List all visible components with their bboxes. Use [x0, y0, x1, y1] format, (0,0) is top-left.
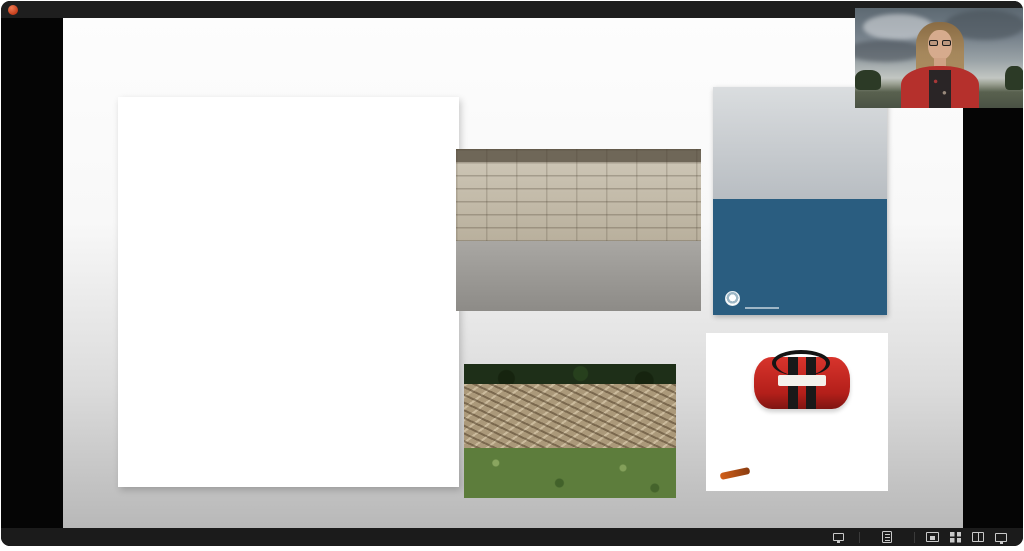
person-shirt	[929, 70, 951, 108]
cloud	[855, 40, 925, 62]
display-settings-icon	[833, 533, 844, 541]
dhs-seal-icon	[725, 291, 740, 306]
bag-label	[778, 375, 826, 386]
pen-tool-button[interactable]	[882, 531, 892, 543]
cpr-training-photo	[456, 149, 701, 311]
display-settings-button[interactable]	[833, 533, 848, 541]
fema-tagline-bar	[745, 307, 779, 309]
nims-book-cover	[713, 87, 887, 315]
bag-handle	[772, 350, 830, 376]
guidelines-panel	[118, 97, 459, 487]
presenter-toolbar-button[interactable]	[926, 532, 939, 542]
grass-foreground	[464, 448, 676, 498]
first-aid-kit-photo	[706, 333, 888, 491]
powerpoint-slideshow-window	[1, 1, 1023, 546]
divider	[914, 532, 915, 543]
display-monitor-button[interactable]	[995, 533, 1007, 542]
tourniquet-tool	[720, 467, 751, 480]
chainsaw-training-photo	[464, 364, 676, 498]
webcam-tile[interactable]	[855, 8, 1023, 108]
tree-silhouette	[855, 70, 881, 90]
responder-bag	[754, 357, 850, 409]
slideshow-statusbar	[1, 528, 1023, 546]
powerpoint-icon	[8, 5, 18, 15]
fema-logo	[725, 291, 744, 306]
zoom-slide-button[interactable]	[972, 532, 984, 542]
nims-cover-panel	[713, 199, 887, 315]
warehouse-floor	[456, 241, 701, 311]
person-glasses	[929, 40, 951, 46]
divider	[859, 532, 860, 543]
tree-silhouette	[1005, 66, 1023, 90]
woodpile	[464, 384, 676, 450]
slide-canvas[interactable]	[63, 18, 963, 528]
warehouse-pallets	[456, 149, 701, 241]
see-all-slides-button[interactable]	[950, 532, 961, 543]
